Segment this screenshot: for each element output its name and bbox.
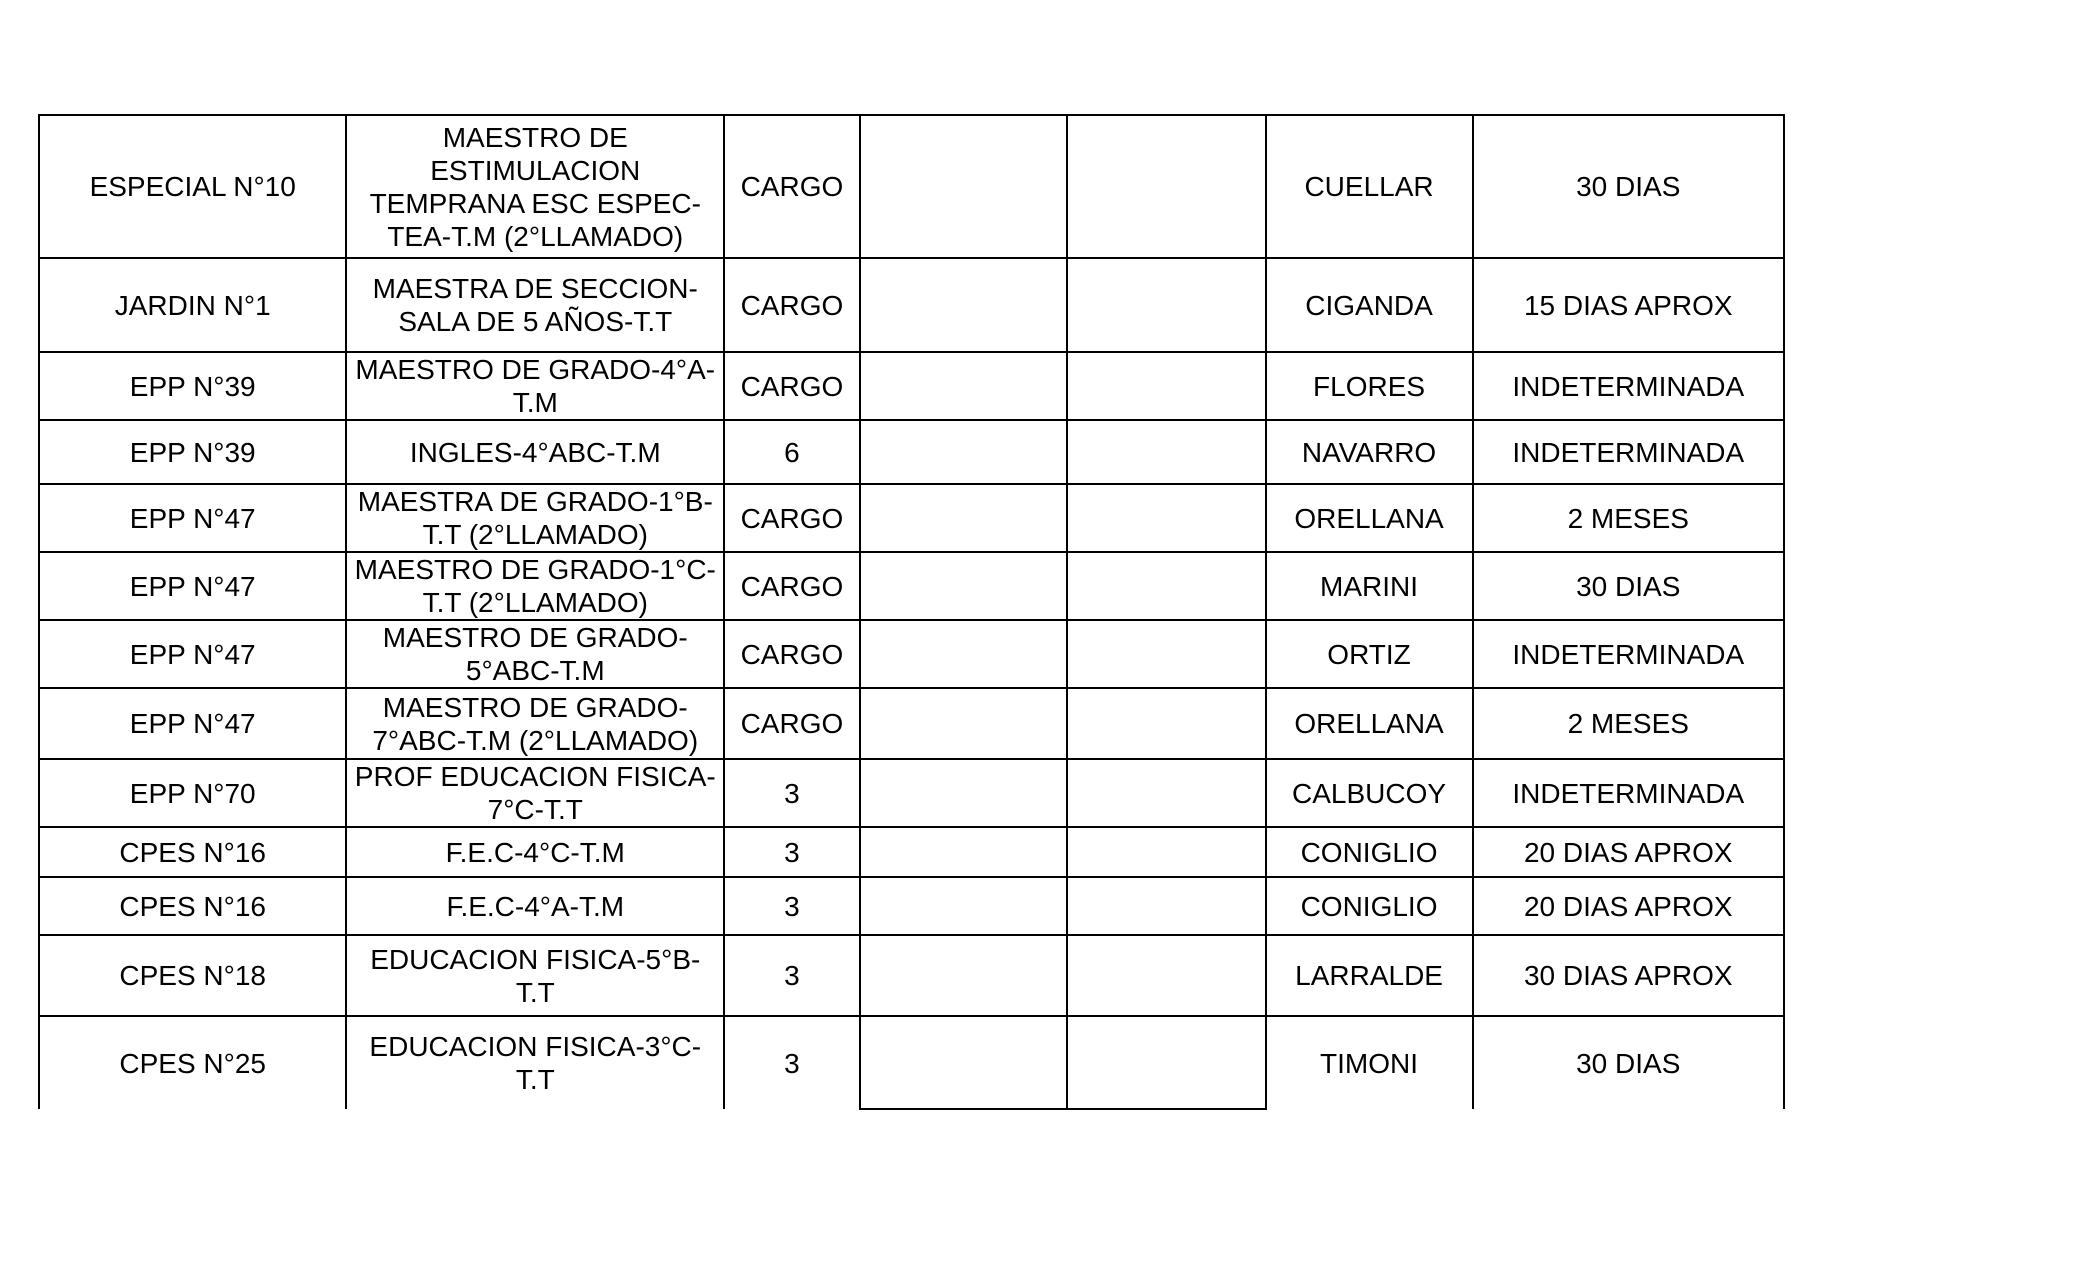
position-cell: F.E.C-4°A-T.M xyxy=(346,877,724,935)
duration-cell: INDETERMINADA xyxy=(1473,759,1784,827)
school-cell: EPP N°70 xyxy=(39,759,346,827)
duration-cell: 20 DIAS APROX xyxy=(1473,827,1784,877)
hours-cell: CARGO xyxy=(724,115,860,258)
blank-cell-a xyxy=(860,759,1067,827)
school-cell: CPES N°16 xyxy=(39,827,346,877)
blank-cell-b xyxy=(1067,1016,1266,1109)
blank-cell-a xyxy=(860,1016,1067,1109)
position-cell: INGLES-4°ABC-T.M xyxy=(346,420,724,484)
blank-cell-a xyxy=(860,258,1067,352)
blank-cell-a xyxy=(860,115,1067,258)
blank-cell-a xyxy=(860,420,1067,484)
position-cell: EDUCACION FISICA-3°C-T.T xyxy=(346,1016,724,1109)
holder-cell: ORELLANA xyxy=(1266,688,1473,759)
hours-cell: 3 xyxy=(724,759,860,827)
table-row xyxy=(39,484,1784,552)
school-cell: EPP N°39 xyxy=(39,352,346,420)
blank-cell-b xyxy=(1067,620,1266,688)
blank-cell-a xyxy=(860,484,1067,552)
position-cell: MAESTRO DE GRADO-4°A-T.M xyxy=(346,352,724,420)
blank-cell-b xyxy=(1067,759,1266,827)
duration-cell: INDETERMINADA xyxy=(1473,420,1784,484)
duration-cell: INDETERMINADA xyxy=(1473,620,1784,688)
blank-cell-b xyxy=(1067,827,1266,877)
table-row xyxy=(39,1016,1784,1109)
holder-cell: MARINI xyxy=(1266,552,1473,620)
duration-cell: INDETERMINADA xyxy=(1473,352,1784,420)
blank-cell-b xyxy=(1067,352,1266,420)
vacancy-table xyxy=(38,114,1785,1110)
holder-cell: TIMONI xyxy=(1266,1016,1473,1109)
blank-cell-a xyxy=(860,620,1067,688)
table-row xyxy=(39,688,1784,759)
blank-cell-b xyxy=(1067,688,1266,759)
position-cell: MAESTRO DE GRADO-1°C-T.T (2°LLAMADO) xyxy=(346,552,724,620)
blank-cell-b xyxy=(1067,935,1266,1016)
blank-cell-b xyxy=(1067,877,1266,935)
holder-cell: NAVARRO xyxy=(1266,420,1473,484)
school-cell: EPP N°47 xyxy=(39,620,346,688)
school-cell: EPP N°47 xyxy=(39,484,346,552)
hours-cell: 6 xyxy=(724,420,860,484)
hours-cell: 3 xyxy=(724,877,860,935)
duration-cell: 2 MESES xyxy=(1473,688,1784,759)
holder-cell: ORTIZ xyxy=(1266,620,1473,688)
blank-cell-b xyxy=(1067,552,1266,620)
duration-cell: 2 MESES xyxy=(1473,484,1784,552)
duration-cell: 30 DIAS APROX xyxy=(1473,935,1784,1016)
table-row xyxy=(39,935,1784,1016)
position-cell: MAESTRO DE GRADO-7°ABC-T.M (2°LLAMADO) xyxy=(346,688,724,759)
vacancy-table-sheet xyxy=(38,114,1785,1110)
blank-cell-b xyxy=(1067,420,1266,484)
school-cell: CPES N°18 xyxy=(39,935,346,1016)
table-row xyxy=(39,552,1784,620)
duration-cell: 20 DIAS APROX xyxy=(1473,877,1784,935)
duration-cell: 30 DIAS xyxy=(1473,1016,1784,1109)
table-row xyxy=(39,115,1784,258)
blank-cell-a xyxy=(860,552,1067,620)
position-cell: EDUCACION FISICA-5°B-T.T xyxy=(346,935,724,1016)
table-row xyxy=(39,352,1784,420)
position-cell: MAESTRO DE ESTIMULACION TEMPRANA ESC ESPEC-TEA-T.M (2°LLAMADO) xyxy=(346,115,724,258)
table-row xyxy=(39,877,1784,935)
blank-cell-a xyxy=(860,352,1067,420)
school-cell: ESPECIAL N°10 xyxy=(39,115,346,258)
hours-cell: CARGO xyxy=(724,484,860,552)
hours-cell: CARGO xyxy=(724,258,860,352)
hours-cell: 3 xyxy=(724,1016,860,1109)
duration-cell: 30 DIAS xyxy=(1473,115,1784,258)
hours-cell: CARGO xyxy=(724,688,860,759)
table-row xyxy=(39,258,1784,352)
hours-cell: CARGO xyxy=(724,352,860,420)
hours-cell: 3 xyxy=(724,935,860,1016)
blank-cell-a xyxy=(860,877,1067,935)
hours-cell: CARGO xyxy=(724,552,860,620)
position-cell: MAESTRA DE SECCION-SALA DE 5 AÑOS-T.T xyxy=(346,258,724,352)
school-cell: CPES N°16 xyxy=(39,877,346,935)
blank-cell-b xyxy=(1067,115,1266,258)
blank-cell-a xyxy=(860,935,1067,1016)
school-cell: EPP N°39 xyxy=(39,420,346,484)
position-cell: F.E.C-4°C-T.M xyxy=(346,827,724,877)
position-cell: PROF EDUCACION FISICA-7°C-T.T xyxy=(346,759,724,827)
blank-cell-a xyxy=(860,827,1067,877)
holder-cell: CUELLAR xyxy=(1266,115,1473,258)
table-row xyxy=(39,620,1784,688)
duration-cell: 15 DIAS APROX xyxy=(1473,258,1784,352)
school-cell: JARDIN N°1 xyxy=(39,258,346,352)
position-cell: MAESTRA DE GRADO-1°B-T.T (2°LLAMADO) xyxy=(346,484,724,552)
holder-cell: CALBUCOY xyxy=(1266,759,1473,827)
table-row xyxy=(39,420,1784,484)
blank-cell-a xyxy=(860,688,1067,759)
hours-cell: CARGO xyxy=(724,620,860,688)
school-cell: EPP N°47 xyxy=(39,688,346,759)
holder-cell: FLORES xyxy=(1266,352,1473,420)
table-row xyxy=(39,759,1784,827)
school-cell: EPP N°47 xyxy=(39,552,346,620)
hours-cell: 3 xyxy=(724,827,860,877)
holder-cell: CIGANDA xyxy=(1266,258,1473,352)
blank-cell-b xyxy=(1067,484,1266,552)
holder-cell: CONIGLIO xyxy=(1266,827,1473,877)
duration-cell: 30 DIAS xyxy=(1473,552,1784,620)
table-row xyxy=(39,827,1784,877)
holder-cell: ORELLANA xyxy=(1266,484,1473,552)
blank-cell-b xyxy=(1067,258,1266,352)
holder-cell: LARRALDE xyxy=(1266,935,1473,1016)
position-cell: MAESTRO DE GRADO-5°ABC-T.M xyxy=(346,620,724,688)
holder-cell: CONIGLIO xyxy=(1266,877,1473,935)
school-cell: CPES N°25 xyxy=(39,1016,346,1109)
